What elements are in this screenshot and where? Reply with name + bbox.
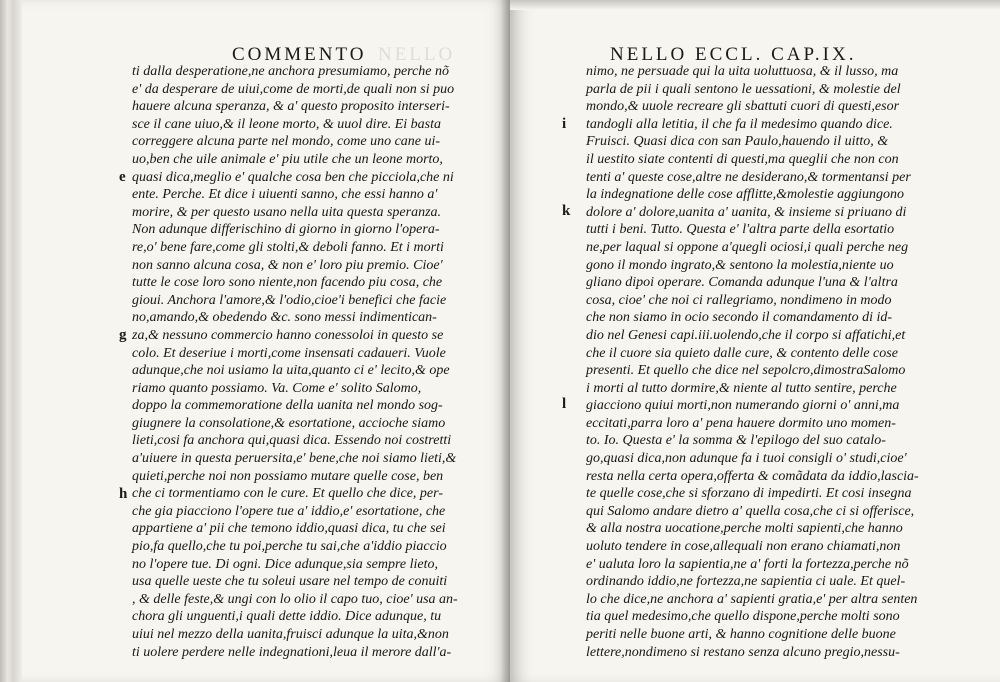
text-line: go,quasi dica,non adunque fa i tuoi consigli o' studi,cioe' — [586, 451, 907, 467]
text-line: pio,fa quello,che tu poi,perche tu sai,che a'iddio piaccio — [132, 539, 447, 555]
text-line: ordinando iddio,ne fortezza,ne sapientia ci uale. Et quel- — [586, 574, 906, 590]
text-line: ti uolere perdere nelle indegnationi,leua il merore dall'a- — [132, 644, 452, 660]
text-line: lo che dice,ne anchora a' sapienti gratia,e' per altra senten — [586, 591, 918, 607]
text-line: a'uiuere in questa peruersita,e' bene,che noi siamo lieti,& — [132, 451, 457, 467]
text-line: qui Salomo andare dietro a' quella cosa,che ci si offerisce, — [586, 503, 915, 519]
bleed-through-head: NELLO — [378, 44, 456, 65]
right-page — [510, 0, 1000, 682]
text-line: resta nella certa opera,offerta & comãdata da iddio,lascia- — [586, 468, 919, 484]
text-line: lettere,nondimeno si restano senza alcuno pregio,nessu- — [586, 644, 900, 660]
text-line: presenti. Et quello che dice nel sepolcro,dimostraSalomo — [586, 363, 906, 379]
text-line: non sanno alcuna cosa, & non e' loro piu premio. Cioe' — [132, 257, 443, 273]
text-line: colo. Et deseriue i morti,come insensati cadaueri. Vuole — [132, 345, 446, 361]
text-line: morire, & per questo usano nella uita questa speranza. — [132, 204, 442, 220]
text-line: , & delle feste,& ungi con lo olio il capo tuo, cioe' usa an- — [132, 591, 458, 607]
text-line: mondo,& uuole recreare gli sbattuti cuori di questi,esor — [586, 99, 900, 115]
text-line: te quelle cose,che si sforzano di impedirti. Et cosi insegna — [586, 486, 912, 502]
text-line: dio nel Genesi capi.iii.uolendo,che il corpo si affatichi,et — [586, 327, 906, 343]
margin-letter: i — [562, 116, 567, 132]
left-running-head: COMMENTO — [232, 44, 367, 65]
text-line: correggere alcuna parte nel mondo, come uno cane ui- — [132, 134, 441, 150]
right-text-block — [586, 63, 986, 661]
text-line: cosa, cioe' che noi ci rallegriamo, nondimeno in modo — [586, 292, 892, 308]
text-line: riamo quanto possiamo. Va. Come e' solito Salomo, — [132, 380, 422, 396]
margin-letter: e — [119, 169, 126, 185]
right-running-head: NELLO ECCL. CAP.IX. — [610, 44, 857, 65]
text-line: sce il cane uiuo,& il leone morto, & uuol dire. Ei basta — [132, 116, 441, 132]
text-line: che non siamo in ocio secondo il comandamento di id- — [586, 310, 893, 326]
text-line: tia quel medesimo,che quello dispone,perche molti sono — [586, 609, 900, 625]
text-line: la indegnatione delle cose afflitte,&molestie aggiungono — [586, 187, 905, 203]
text-line: ti dalla desperatione,ne anchora presumiamo, perche nõ — [132, 64, 450, 79]
text-line: no,amando,& obedendo &c. sono messi indimentican- — [132, 310, 437, 326]
text-line: giacciono quiui morti,non numerando giorni o' anni,ma — [586, 398, 900, 414]
text-line: chora gli unguenti,i quali dette iddio. Dice adunque, tu — [132, 609, 442, 625]
text-line: lieti,cosi fa anchora qui,quasi dica. Essendo noi costretti — [132, 433, 452, 449]
text-line: adunque,che noi usiamo la uita,quanto ci e' lecito,& ope — [132, 363, 450, 379]
text-line: uiui nel mezzo della uanita,fruisci adunque la uita,&non — [132, 627, 449, 642]
text-line: e' ualuta loro la sapientia,ne a' forti la fortezza,perche nõ — [586, 556, 909, 572]
text-line: Non adunque differischino di giorno in giorno l'opera- — [132, 222, 440, 238]
text-line: za,& nessuno commercio hanno conessoloi in questo se — [132, 327, 444, 343]
text-line: tutte le cose loro sono niente,non facendo piu cosa, che — [132, 275, 443, 291]
left-text-block — [132, 63, 502, 661]
text-line: periti nelle buone arti, & hanno cognitione delle buone — [586, 627, 896, 642]
text-line: gono il mondo ingrato,& sentono la molestia,niente uo — [586, 257, 894, 273]
text-line: parla de pii i quali sentono le uessationi, & molestie del — [586, 81, 901, 97]
text-line: uoluto tendere in cose,allequali non erano chiamati,non — [586, 539, 901, 555]
text-line: gliano dipoi operare. Comanda adunque l'una & l'altra — [586, 275, 898, 291]
text-line: Fruisci. Quasi dica con san Paulo,hauendo il uitto, & — [586, 134, 889, 150]
text-line: & alla nostra uocatione,perche molti sapienti,che hanno — [586, 521, 903, 537]
text-line: e' da desperare de uiui,come de morti,de quali non si puo — [132, 81, 455, 97]
text-line: to. Io. Questa e' la somma & l'epilogo del suo catalo- — [586, 433, 886, 449]
text-line: quasi dica,meglio e' qualche cosa ben che picciola,che ni — [132, 169, 454, 185]
text-line: appartiene a' pii che temono iddio,quasi dica, tu che sei — [132, 521, 446, 537]
text-line: tenti a' queste cose,altre ne desiderano,& tormentansi per — [586, 169, 911, 185]
text-line: hauere alcuna speranza, & a' questo proposito interseri- — [132, 99, 450, 115]
margin-letter: l — [562, 396, 567, 412]
text-line: nimo, ne persuade qui la uita uoluttuosa, & il lusso, ma — [586, 64, 899, 79]
margin-letter: k — [562, 203, 571, 219]
text-line: re,o' bene fare,come gli stolti,& deboli fanno. Et i morti — [132, 239, 444, 255]
text-line: ne,per laqual si oppone a'quegli ociosi,i quali perche neg — [586, 239, 909, 255]
text-line: gioui. Anchora l'amore,& l'odio,cioe'i benefici che facie — [132, 292, 447, 308]
text-line: tutti i beni. Tutto. Questa e' l'altra parte della esortatio — [586, 222, 895, 238]
text-line: quieti,perche noi non possiamo mutare quelle cose, ben — [132, 468, 444, 484]
text-line: tandogli alla letitia, il che fa il medesimo quando dice. — [586, 116, 893, 132]
text-line: giugnere la consolatione,& esortatione, accioche siamo — [132, 415, 446, 431]
text-line: dolore a' dolore,uanita a' uanita, & insieme si priuano di — [586, 204, 907, 220]
text-line: doppo la commemoratione della uanita nel mondo sog- — [132, 398, 443, 414]
left-page — [22, 0, 510, 682]
text-line: no l'opere tue. Di ogni. Dice adunque,sia sempre lieto, — [132, 556, 439, 572]
text-line: i morti al tutto dormire,& niente al tutto sentire, perche — [586, 380, 897, 396]
text-line: uo,ben che uile animale e' piu utile che un leone morto, — [132, 151, 443, 167]
text-line: usa quelle ueste che tu soleui usare nel tempo de conuiti — [132, 574, 448, 590]
page-edges — [0, 0, 22, 682]
margin-letter: h — [119, 486, 128, 502]
text-line: che ci tormentiamo con le cure. Et quello che dice, per- — [132, 486, 443, 502]
margin-letter: g — [119, 327, 127, 343]
text-line: che gia piacciono l'opere tue a' iddio,e' esortatione, che — [132, 503, 446, 519]
page-top-edge — [510, 0, 1000, 10]
text-line: ente. Perche. Et dice i uiuenti sanno, che essi hanno a' — [132, 187, 438, 203]
text-line: il uestito siate contenti di questi,ma queglii che non con — [586, 151, 899, 167]
text-line: che il cuore sia quieto dalle cure, & contento delle cose — [586, 345, 898, 361]
text-line: eccitati,parra loro a' pena hauere dormito uno momen- — [586, 415, 896, 431]
